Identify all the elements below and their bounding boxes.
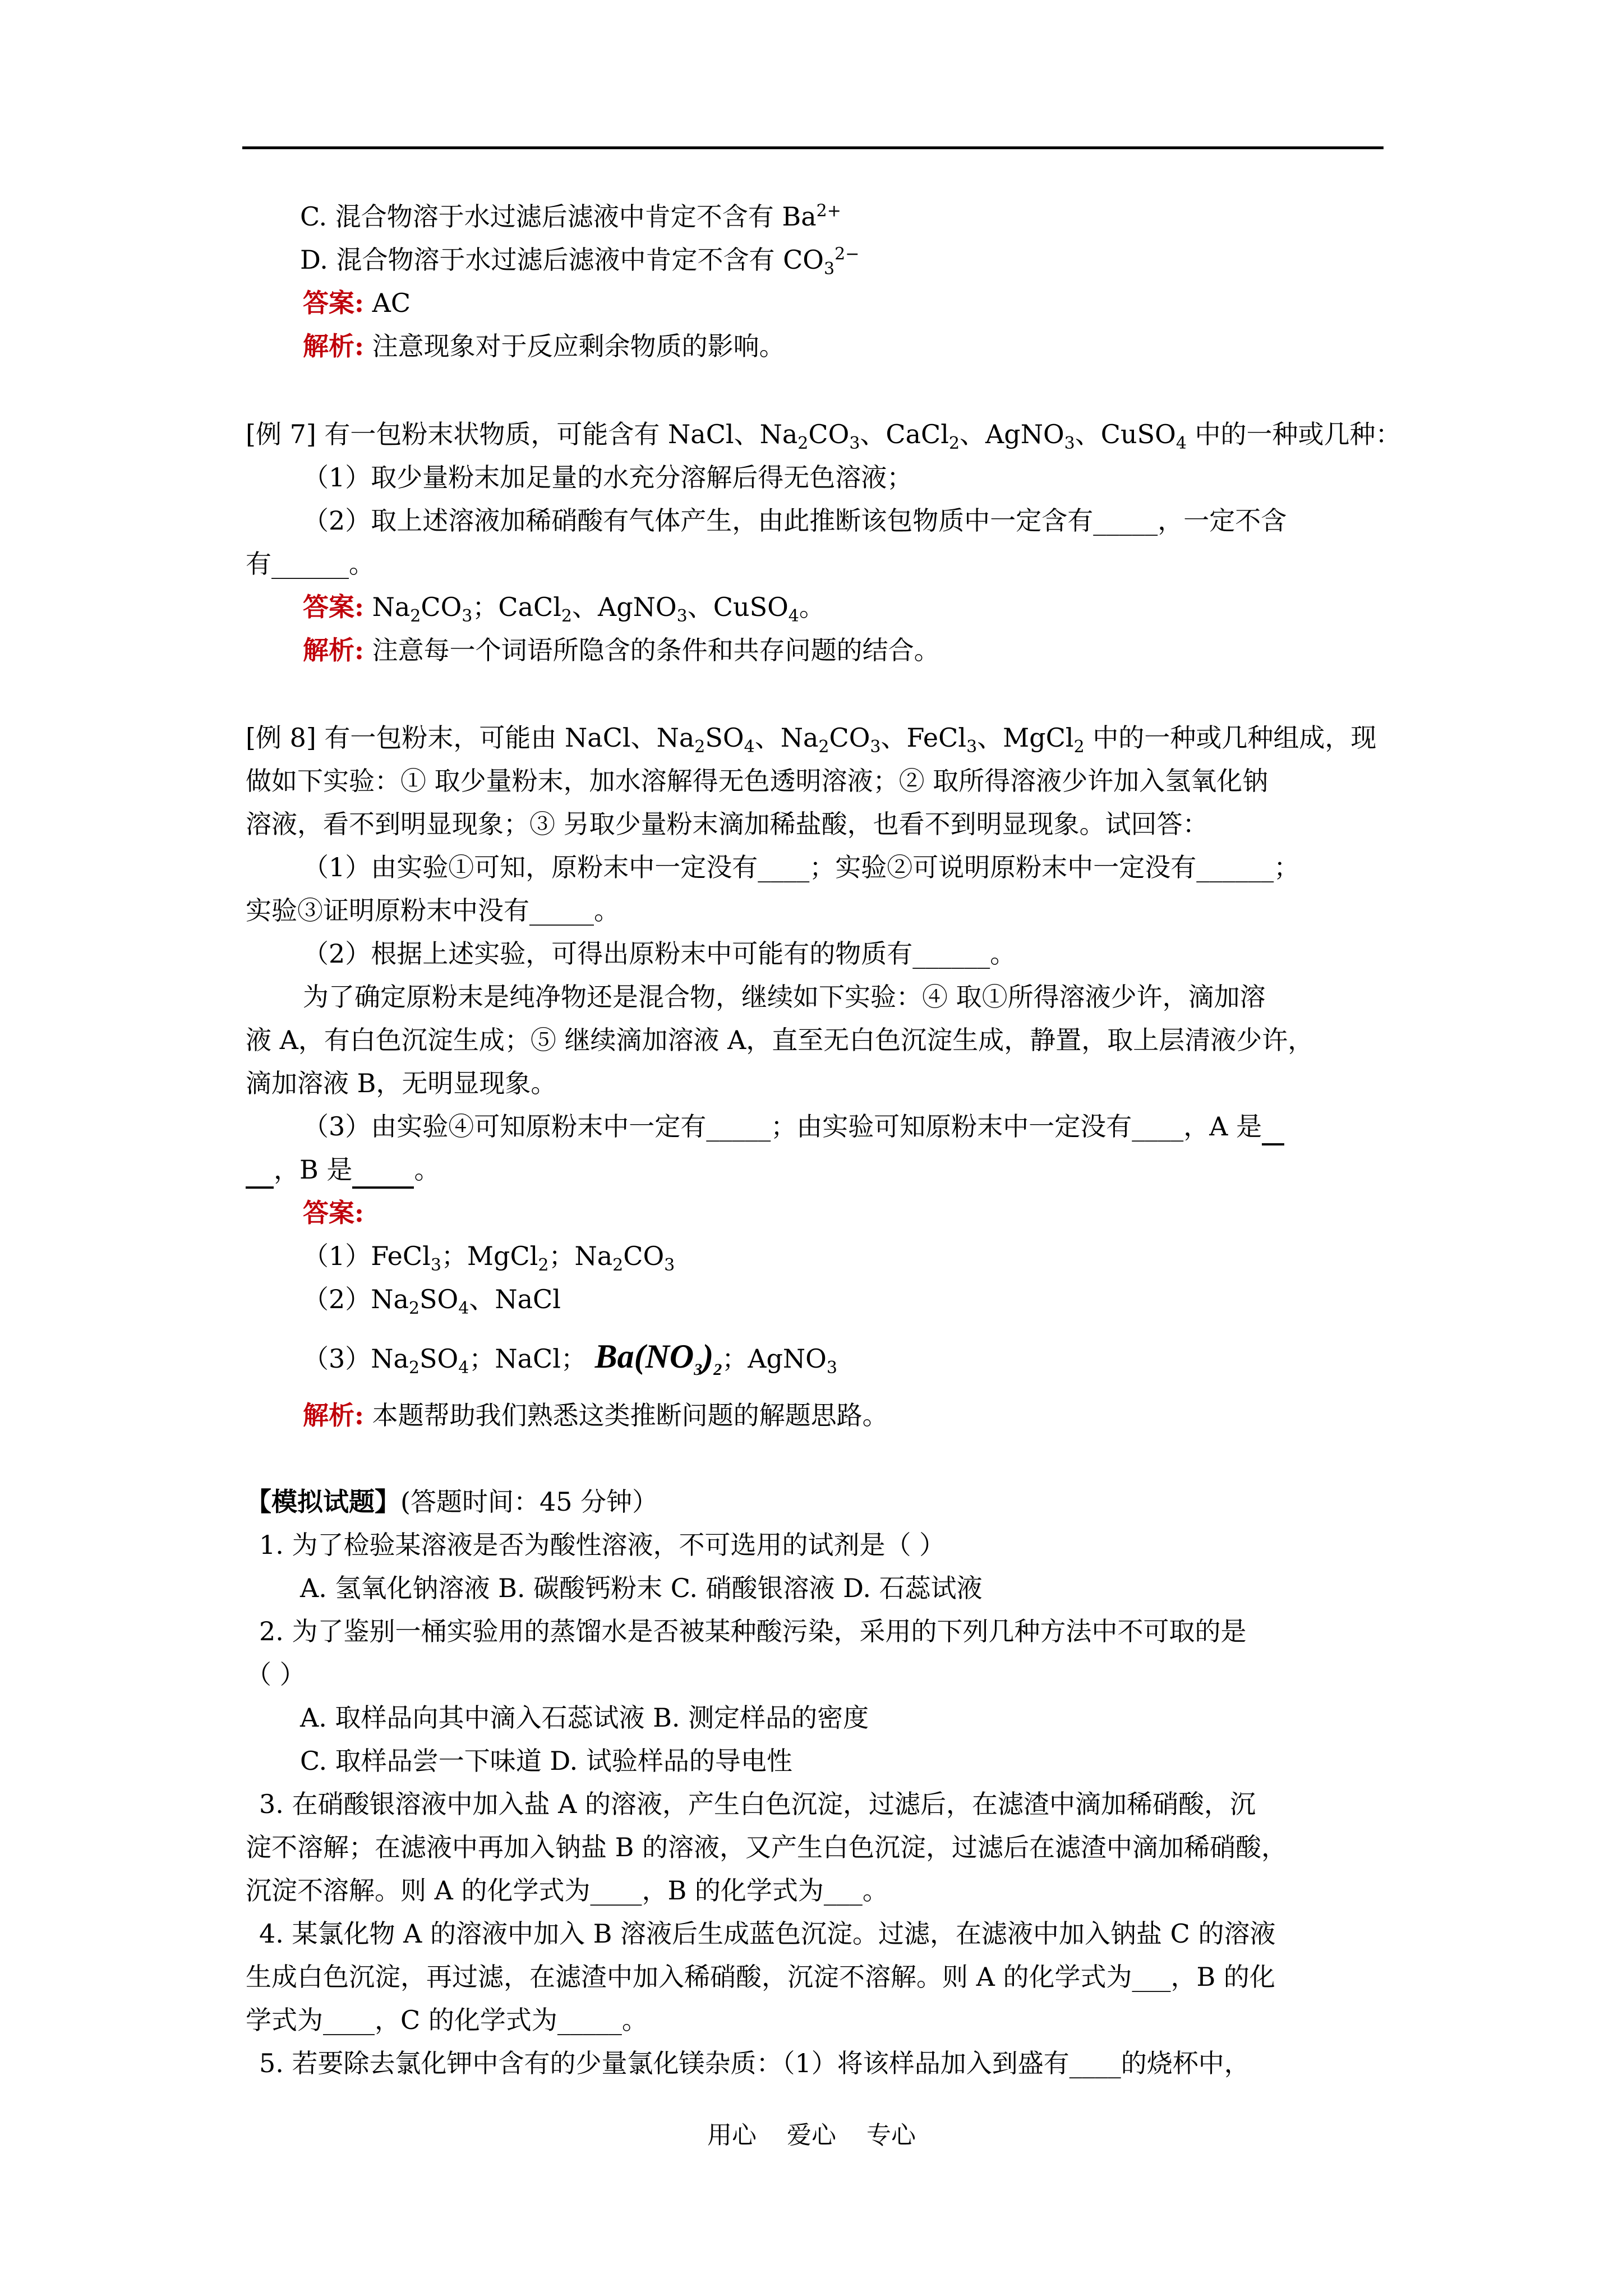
example-8-answer-3: $(3)Na_2SO_4$；NaCl； $Ba(NO_3)_2$；AgNO$_3$: [303, 1338, 837, 1379]
example-7-step-2-cont: 有______。: [246, 549, 375, 579]
barium-nitrate-formula: $Ba(NO_3)_2$: [594, 1338, 722, 1379]
example-8-q1: （1）由实验①可知，原粉末中一定没有____；实验②可说明原粉末中一定没有______；: [303, 852, 1300, 882]
sim-q4-line-3: 学式为____，C 的化学式为_____。: [246, 2005, 648, 2035]
page-footer: 用心 爱心 专心: [707, 2121, 916, 2150]
option-d: D. 混合物溶于水过滤后滤液中肯定不含有 $CO_3^{2-}$: [300, 244, 860, 279]
sim-q2-options-ab: A. 取样品向其中滴入石蕊试液 B. 测定样品的密度: [300, 1703, 869, 1733]
sim-q1-options: A. 氢氧化钠溶液 B. 碳酸钙粉末 C. 硝酸银溶液 D. 石蕊试液: [300, 1573, 983, 1603]
example-8-q3: （3）由实验④可知原粉末中一定有_____；由实验可知原粉末中一定没有____，A 是: [303, 1110, 1284, 1145]
example-8-analysis: 解析: 本题帮助我们熟悉这类推断问题的解题思路。: [303, 1400, 888, 1430]
option-c: C. 混合物溶于水过滤后滤液中肯定不含有 $Ba^{2+}$: [300, 201, 841, 232]
example-8-q3-cont: ，B 是 。: [246, 1153, 440, 1189]
example-8-line-1: [例 8] 有一包粉末，可能由 NaCl、$Na_2SO_4$、$Na_2CO_3$、FeCl$_3$、MgCl$_2$ 中的一种或几种组成，现: [246, 723, 1377, 757]
header-rule: [242, 146, 1384, 149]
example-8-q2: （2）根据上述实验，可得出原粉末中可能有的物质有______。: [303, 938, 1016, 969]
sim-q3-line-1: 3. 在硝酸银溶液中加入盐 A 的溶液，产生白色沉淀，过滤后，在滤渣中滴加稀硝酸，沉: [259, 1789, 1256, 1819]
example-7-step-1: （1）取少量粉末加足量的水充分溶解后得无色溶液；: [303, 462, 913, 493]
example-8-answer-label: 答案:: [303, 1198, 364, 1228]
example-8-paragraph-1: 为了确定原粉末是纯净物还是混合物，继续如下实验：④ 取①所得溶液少许，滴加溶: [303, 982, 1266, 1012]
example-7-question: [例 7] 有一包粉末状物质，可能含有 NaCl、$Na_2CO_3$、CaCl$_2$、AgNO$_3$、CuSO$_4$ 中的一种或几种：: [246, 419, 1401, 454]
sim-q2-options-cd: C. 取样品尝一下味道 D. 试验样品的导电性: [300, 1746, 792, 1776]
sim-q5: 5. 若要除去氯化钾中含有的少量氯化镁杂质：（1）将该样品加入到盛有____的烧杯中，: [259, 2048, 1250, 2078]
sim-q3-line-2: 淀不溶解；在滤液中再加入钠盐 B 的溶液，又产生白色沉淀，过滤后在滤渣中滴加稀硝酸，: [246, 1832, 1288, 1862]
example-8-answer-1: （1）FeCl$_3$；MgCl$_2$；$Na_2CO_3$: [303, 1241, 675, 1276]
answer-line: 答案: AC: [303, 288, 411, 318]
example-8-paragraph-3: 滴加溶液 B，无明显现象。: [246, 1068, 557, 1098]
sim-q1: 1. 为了检验某溶液是否为酸性溶液，不可选用的试剂是（ ）: [259, 1530, 946, 1560]
example-8-line-2: 做如下实验：① 取少量粉末，加水溶解得无色透明溶液；② 取所得溶液少许加入氢氧化钠: [246, 766, 1269, 796]
example-7-answer: 答案: $Na_2CO_3$；CaCl$_2$、AgNO$_3$、CuSO$_4$。: [303, 592, 825, 627]
sim-q3-line-3: 沉淀不溶解。则 A 的化学式为____，B 的化学式为___。: [246, 1875, 888, 1906]
example-7-step-2: （2）取上述溶液加稀硝酸有气体产生，由此推断该包物质中一定含有_____，一定不含: [303, 505, 1287, 536]
sim-q4-line-2: 生成白色沉淀，再过滤，在滤渣中加入稀硝酸，沉淀不溶解。则 A 的化学式为___，B 的化: [246, 1962, 1275, 1992]
example-8-q1-cont: 实验③证明原粉末中没有_____。: [246, 895, 620, 926]
example-8-paragraph-2: 液 A，有白色沉淀生成；⑤ 继续滴加溶液 A，直至无白色沉淀生成，静置，取上层清液少许，: [246, 1025, 1314, 1055]
example-7-analysis: 解析: 注意每一个词语所隐含的条件和共存问题的结合。: [303, 635, 940, 665]
sim-q2-cont: （ ）: [246, 1659, 306, 1690]
simulation-heading: 【模拟试题】(答题时间：45 分钟）: [246, 1487, 658, 1517]
example-8-answer-2: $(2)Na_2SO_4$、NaCl: [303, 1284, 561, 1319]
example-8-line-3: 溶液，看不到明显现象；③ 另取少量粉末滴加稀盐酸，也看不到明显现象。试回答：: [246, 809, 1209, 839]
sim-q4-line-1: 4. 某氯化物 A 的溶液中加入 B 溶液后生成蓝色沉淀。过滤，在滤液中加入钠盐 C 的溶液: [259, 1918, 1276, 1949]
analysis-line: 解析: 注意现象对于反应剩余物质的影响。: [303, 331, 785, 361]
sim-q2: 2. 为了鉴别一桶实验用的蒸馏水是否被某种酸污染，采用的下列几种方法中不可取的是: [259, 1616, 1247, 1646]
